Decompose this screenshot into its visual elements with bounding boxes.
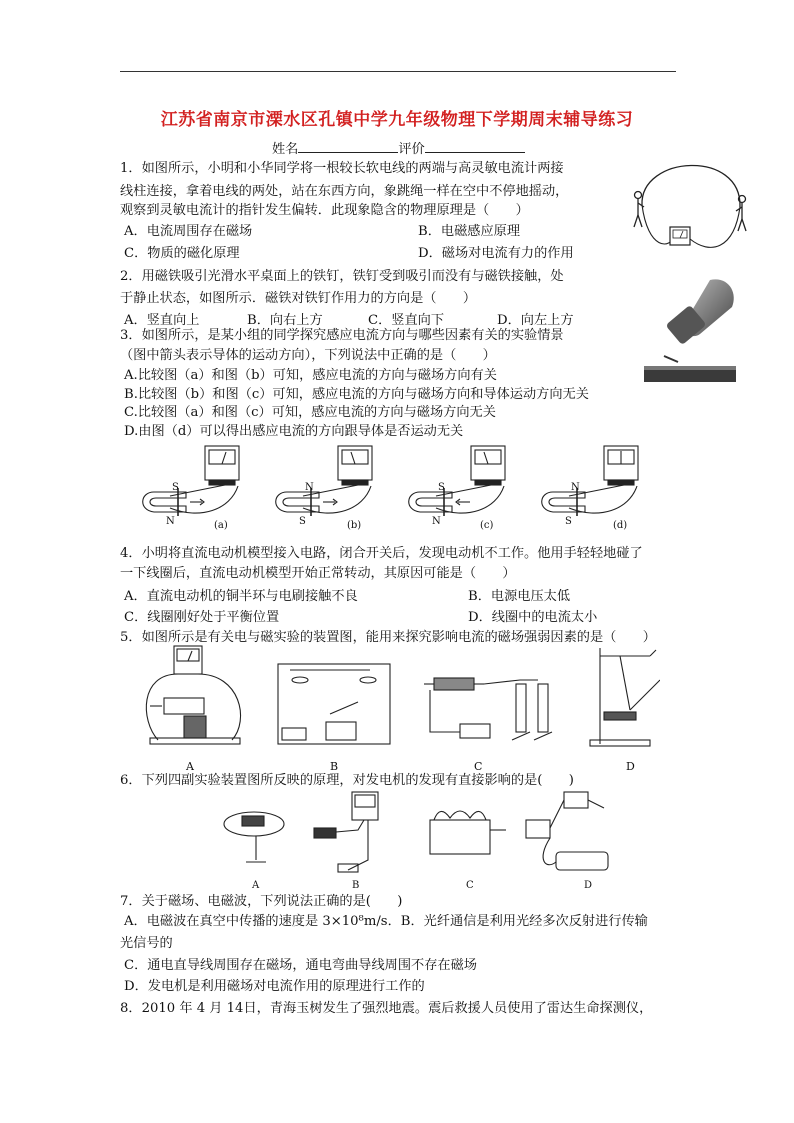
q5-figure-d — [590, 648, 660, 746]
score-label: 评价 — [398, 142, 425, 157]
q3-option-b: B.比较图（b）和图（c）可知，感应电流的方向与磁场方向和导体运动方向无关 — [124, 387, 589, 402]
q2-line-1: 2．用磁铁吸引光滑水平桌面上的铁钉，铁钉受到吸引而没有与磁铁接触，处 — [120, 269, 564, 284]
name-label: 姓名 — [272, 142, 299, 157]
q1-jumprope-figure — [630, 155, 755, 260]
q3-fig-label-b: (b) — [347, 520, 362, 530]
q6-figure-c — [430, 811, 506, 854]
q6-figure-d — [526, 792, 608, 870]
q5-apparatus-figures — [140, 640, 660, 775]
q3-fig-label-c: (c) — [480, 520, 494, 530]
q7-option-a-row — [124, 913, 648, 931]
q3-pole-label: S — [565, 516, 572, 527]
q4-option-c: C．线圈刚好处于平衡位置 — [124, 610, 280, 625]
q3-option-a: A.比较图（a）和图（b）可知，感应电流的方向与磁场方向有关 — [124, 368, 497, 383]
q5-fig-label-d: D — [626, 760, 635, 773]
q4-option-a: A．直流电动机的铜半环与电刷接触不良 — [124, 589, 358, 604]
q3-pole-label: N — [305, 482, 314, 493]
q3-option-c: C.比较图（a）和图（c）可知，感应电流的方向与磁场方向无关 — [124, 405, 496, 420]
q2-option-d: D．向左上方 — [497, 313, 574, 328]
q3-pole-label: N — [571, 482, 580, 493]
q3-induction-figures — [130, 440, 640, 530]
q1-line-3: 观察到灵敏电流计的指针发生偏转．此现象隐含的物理原理是（ ） — [120, 203, 529, 218]
q6-figure-b — [314, 792, 378, 872]
q3-pole-label: S — [438, 482, 445, 493]
q4-option-d: D．线圈中的电流太小 — [468, 610, 598, 625]
q3-fig-label-d: (d) — [613, 520, 628, 530]
q3-pole-label: N — [432, 516, 441, 527]
q8-line-1: 8．2010 年 4 月 14日，青海玉树发生了强烈地震。震后救援人员使用了雷达生命探测仪， — [120, 1001, 653, 1016]
q7-option-c: C．通电直导线周围存在磁场，通电弯曲导线周围不存在磁场 — [124, 958, 477, 973]
q5-fig-label-a: A — [186, 760, 194, 773]
q3-fig-label-a: (a) — [214, 520, 228, 530]
q1-line-1: 1．如图所示，小明和小华同学将一根较长软电线的两端与高灵敏电流计两接 — [120, 161, 564, 176]
q4-line-1: 4．小明将直流电动机模型接入电路，闭合开关后，发现电动机不工作。他用手轻轻地碰了 — [120, 546, 643, 561]
q1-line-2: 线柱连接，拿着电线的两处，站在东西方向，象跳绳一样在空中不停地摇动， — [120, 184, 569, 199]
q3-figure-b — [276, 446, 372, 516]
q5-figure-b — [278, 664, 390, 744]
q3-pole-label: N — [166, 516, 175, 527]
q5-figure-c — [424, 678, 552, 740]
name-score-row — [272, 139, 525, 159]
q3-figure-d — [542, 446, 638, 516]
q3-figure-c — [409, 446, 505, 516]
q6-fig-label-c: C — [466, 880, 474, 891]
q4-option-b: B．电源电压太低 — [468, 589, 571, 604]
q5-fig-label-c: C — [474, 760, 483, 773]
q7-line-1: 7．关于磁场、电磁波，下列说法正确的是( ) — [120, 894, 403, 909]
page-title: 江苏省南京市溧水区孔镇中学九年级物理下学期周末辅导练习 — [160, 110, 634, 130]
q3-line-2: （图中箭头表示导体的运动方向），下列说法中正确的是（ ） — [120, 348, 496, 363]
q3-option-d: D.由图（d）可以得出感应电流的方向跟导体是否运动无关 — [124, 424, 464, 439]
q1-option-d: D．磁场对电流有力的作用 — [418, 246, 574, 261]
q5-line-1: 5．如图所示是有关电与磁实验的装置图，能用来探究影响电流的磁场强弱因素的是（ ） — [120, 630, 656, 645]
q3-figure-a — [143, 446, 239, 516]
q7-option-b-cont: 光信号的 — [120, 936, 173, 951]
q3-line-1: 3．如图所示，是某小组的同学探究感应电流方向与哪些因素有关的实验情景 — [120, 328, 564, 343]
q6-fig-label-a: A — [252, 880, 260, 891]
q5-fig-label-b: B — [330, 760, 339, 773]
q6-fig-label-b: B — [352, 880, 360, 891]
q6-apparatus-figures — [220, 790, 620, 892]
q4-line-2: 一下线圈后，直流电动机模型开始正常转动，其原因可能是（ ） — [120, 566, 516, 581]
q1-option-a: A．电流周围存在磁场 — [124, 224, 253, 239]
q2-option-c: C．竖直向下 — [368, 313, 445, 328]
header-rule — [120, 71, 676, 72]
q2-line-2: 于静止状态，如图所示．磁铁对铁钉作用力的方向是（ ） — [120, 291, 477, 306]
q3-pole-label: S — [172, 482, 179, 493]
q7-option-b: ．B．光纤通信是利用光经多次反射进行传输 — [387, 914, 648, 929]
q6-fig-label-d: D — [584, 880, 593, 891]
q2-option-b: B．向右上方 — [247, 313, 323, 328]
q5-figure-a — [146, 646, 240, 744]
name-blank[interactable] — [298, 139, 398, 153]
q1-option-b: B．电磁感应原理 — [418, 224, 521, 239]
q6-line-1: 6．下列四副实验装置图所反映的原理，对发电机的发现有直接影响的是( ) — [120, 773, 574, 788]
q6-figure-a — [224, 812, 284, 862]
q2-option-a: A．竖直向上 — [124, 313, 200, 328]
score-blank[interactable] — [425, 139, 525, 153]
q1-option-c: C．物质的磁化原理 — [124, 246, 240, 261]
q7-option-d: D．发电机是利用磁场对电流作用的原理进行工作的 — [124, 979, 425, 994]
q7-option-a: A．电磁波在真空中传播的速度是 3×10⁸m/s — [124, 914, 388, 929]
q2-magnet-nail-figure — [640, 272, 740, 387]
q3-pole-label: S — [299, 516, 306, 527]
